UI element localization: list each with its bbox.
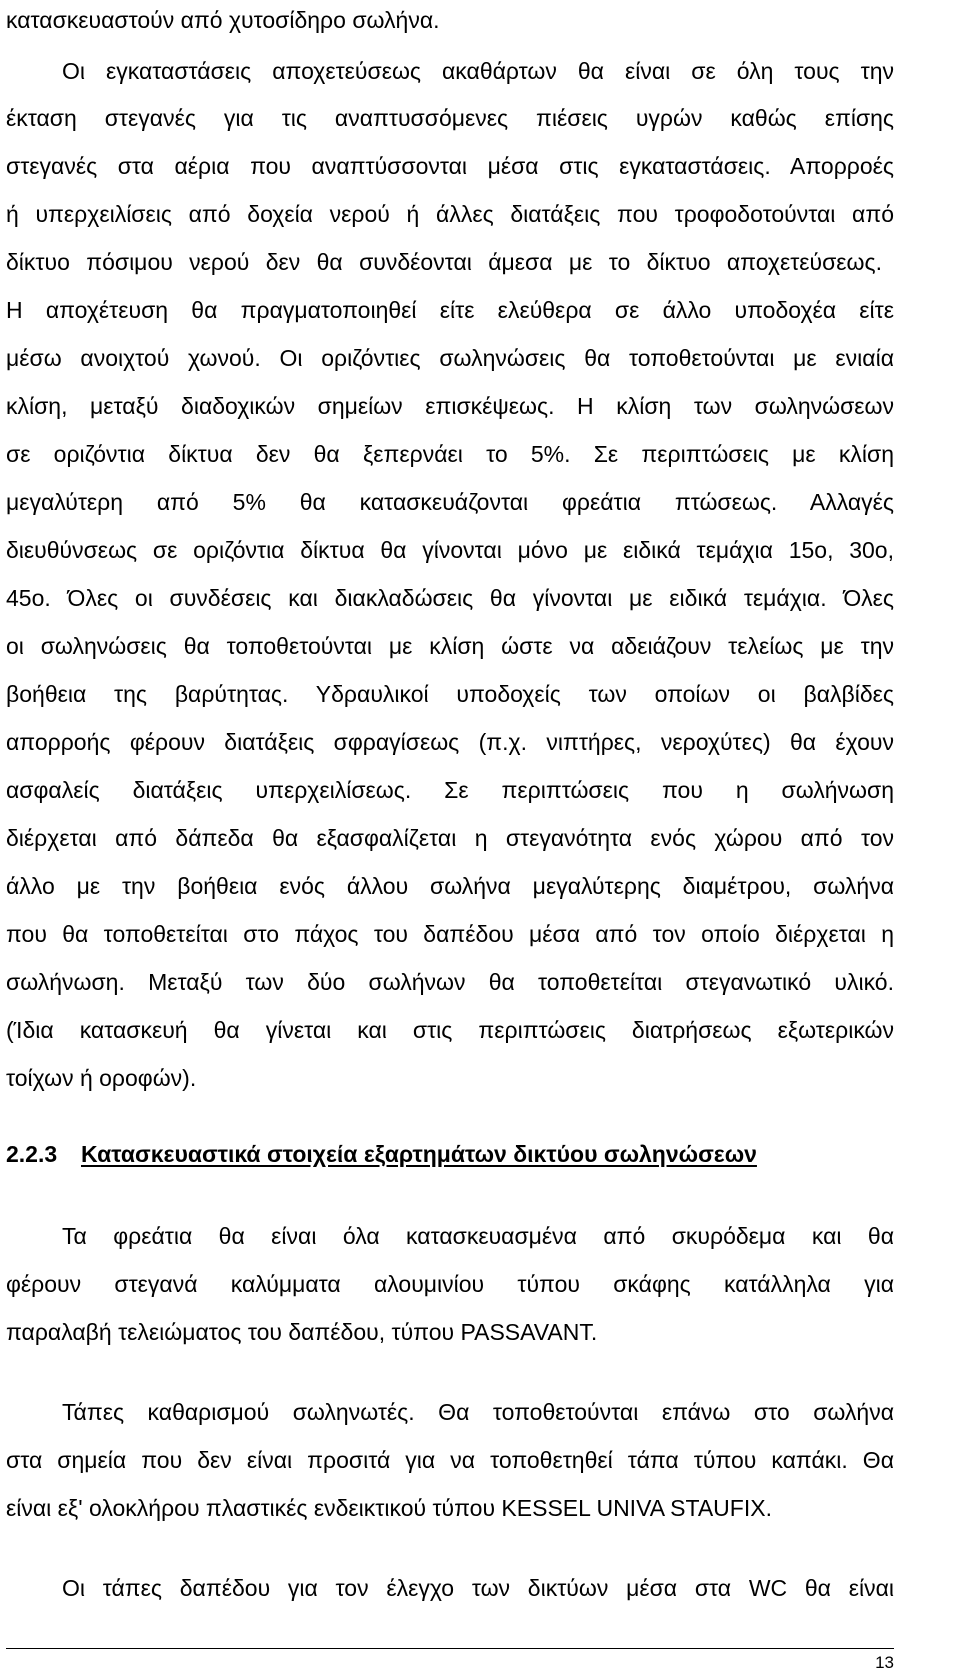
text-line: Οι εγκαταστάσεις αποχετεύσεως ακαθάρτων θα είναι σε όλη τους την	[62, 58, 894, 84]
text-line: τοίχων ή οροφών).	[6, 1065, 197, 1091]
text-line: Τάπες καθαρισμού σωληνωτές. Θα τοποθετούνται επάνω στο σωλήνα	[62, 1399, 894, 1425]
section-title: Κατασκευαστικά στοιχεία εξαρτημάτων δικτύου σωληνώσεων	[81, 1141, 757, 1167]
text-line: δίκτυο πόσιμου νερού δεν θα συνδέονται άμεσα με το δίκτυο αποχετεύσεως.	[6, 249, 882, 275]
text-line: που θα τοποθετείται στο πάχος του δαπέδου μέσα από τον οποίο διέρχεται η	[6, 921, 894, 947]
text-line: σε οριζόντια δίκτυα δεν θα ξεπερνάει το 5%. Σε περιπτώσεις με κλίση	[6, 441, 894, 467]
text-line: απορροής φέρουν διατάξεις σφραγίσεως (π.χ. νιπτήρες, νεροχύτες) θα έχουν	[6, 729, 894, 755]
text-line: ασφαλείς διατάξεις υπερχειλίσεως. Σε περιπτώσεις που η σωλήνωση	[6, 777, 894, 803]
text-line: σωλήνωση. Μεταξύ των δύο σωλήνων θα τοποθετείται στεγανωτικό υλικό.	[6, 969, 894, 995]
text-line: στεγανές στα αέρια που αναπτύσσονται μέσα στις εγκαταστάσεις. Απορροές	[6, 153, 894, 179]
page-number: 13	[875, 1653, 894, 1672]
text-line: οι σωληνώσεις θα τοποθετούνται με κλίση ώστε να αδειάζουν τελείως με την	[6, 633, 894, 659]
text-line: (Ίδια κατασκευή θα γίνεται και στις περιπτώσεις διατρήσεως εξωτερικών	[6, 1017, 894, 1043]
section-number: 2.2.3	[6, 1141, 58, 1167]
text-line: στα σημεία που δεν είναι προσιτά για να τοποθετηθεί τάπα τύπου καπάκι. Θα	[6, 1447, 894, 1473]
section-heading	[6, 1140, 757, 1168]
text-line: διέρχεται από δάπεδα θα εξασφαλίζεται η στεγανότητα ενός χώρου από τον	[6, 825, 894, 851]
text-line: έκταση στεγανές για τις αναπτυσσόμενες πιέσεις υγρών καθώς επίσης	[6, 105, 894, 131]
text-line: κατασκευαστούν από χυτοσίδηρο σωλήνα.	[6, 7, 440, 33]
text-line: παραλαβή τελειώματος του δαπέδου, τύπου PASSAVANT.	[6, 1319, 598, 1345]
text-line: μεγαλύτερη από 5% θα κατασκευάζονται φρεάτια πτώσεως. Αλλαγές	[6, 489, 894, 515]
text-line: μέσω ανοιχτού χωνού. Οι οριζόντιες σωληνώσεις θα τοποθετούνται με ενιαία	[6, 345, 894, 371]
text-line: Η αποχέτευση θα πραγματοποιηθεί είτε ελεύθερα σε άλλο υποδοχέα είτε	[6, 297, 894, 323]
footer-divider	[6, 1648, 894, 1649]
text-line: διευθύνσεως σε οριζόντια δίκτυα θα γίνονται μόνο με ειδικά τεμάχια 15ο, 30ο,	[6, 537, 894, 563]
text-line: άλλο με την βοήθεια ενός άλλου σωλήνα μεγαλύτερης διαμέτρου, σωλήνα	[6, 873, 894, 899]
text-line: 45ο. Όλες οι συνδέσεις και διακλαδώσεις θα γίνονται με ειδικά τεμάχια. Όλες	[6, 585, 894, 611]
text-line: φέρουν στεγανά καλύμματα αλουμινίου τύπου σκάφης κατάλληλα για	[6, 1271, 894, 1297]
text-line: κλίση, μεταξύ διαδοχικών σημείων επισκέψεως. Η κλίση των σωληνώσεων	[6, 393, 894, 419]
text-line: βοήθεια της βαρύτητας. Υδραυλικοί υποδοχείς των οποίων οι βαλβίδες	[6, 681, 894, 707]
text-line: Τα φρεάτια θα είναι όλα κατασκευασμένα από σκυρόδεμα και θα	[62, 1223, 894, 1249]
text-line: Οι τάπες δαπέδου για τον έλεγχο των δικτύων μέσα στα WC θα είναι	[62, 1575, 894, 1601]
text-line: είναι εξ' ολοκλήρου πλαστικές ενδεικτικού τύπου KESSEL UNIVA STAUFIX.	[6, 1495, 772, 1521]
text-line: ή υπερχειλίσεις από δοχεία νερού ή άλλες διατάξεις που τροφοδοτούνται από	[6, 201, 894, 227]
